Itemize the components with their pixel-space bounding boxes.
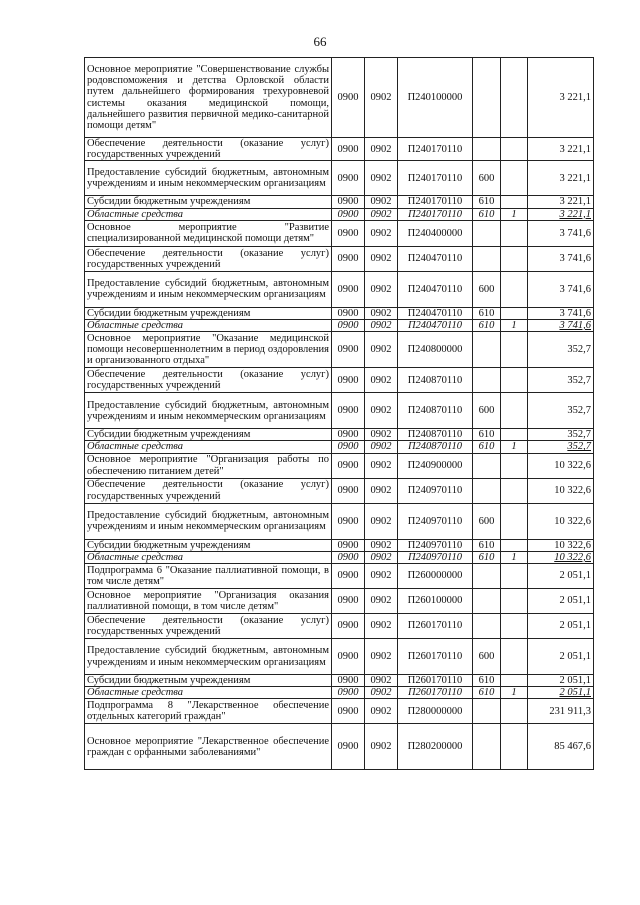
row-amount: 10 322,6 [528,539,594,551]
row-target-code: П240400000 [398,220,473,246]
row-subsection: 0902 [365,724,398,770]
row-amount: 352,7 [528,393,594,429]
row-name: Субсидии бюджетным учреждениям [85,429,332,441]
row-funding-source: 1 [501,320,528,332]
row-subsection: 0902 [365,441,398,453]
row-subsection: 0902 [365,271,398,307]
row-subsection: 0902 [365,307,398,319]
row-subsection: 0902 [365,589,398,614]
row-name: Обеспечение деятельности (оказание услуг) государственных учреждений [85,368,332,393]
row-target-code: П240970110 [398,478,473,503]
table-row [85,724,594,770]
row-target-code: П240870110 [398,393,473,429]
page-number: 66 [313,34,327,49]
row-target-code: П240970110 [398,539,473,551]
row-expense-type [473,589,501,614]
row-subsection: 0902 [365,539,398,551]
table-row [85,271,594,307]
row-section: 0900 [332,478,365,503]
row-amount: 85 467,6 [528,724,594,770]
table-row [85,564,594,589]
row-funding-source [501,246,528,271]
row-section: 0900 [332,551,365,563]
table-row [85,589,594,614]
row-expense-type: 610 [473,539,501,551]
row-section: 0900 [332,429,365,441]
row-section: 0900 [332,564,365,589]
row-name: Основное мероприятие "Совершенствование службы родовспоможения и детства Орловской области путем дальнейшего формирования трехуровневой системы оказания медицинской помощи, дальнейшего развития первичной медико-санитарной помощи детям" [85,58,332,138]
row-section: 0900 [332,307,365,319]
table-row [85,196,594,208]
row-amount: 3 741,6 [528,271,594,307]
row-funding-source [501,271,528,307]
row-target-code: П240870110 [398,429,473,441]
row-amount: 3 221,1 [528,58,594,138]
budget-table [84,57,594,770]
row-expense-type: 600 [473,161,501,196]
row-target-code: П240970110 [398,503,473,539]
row-subsection: 0902 [365,687,398,699]
row-section: 0900 [332,58,365,138]
row-name: Областные средства [85,320,332,332]
row-subsection: 0902 [365,208,398,220]
row-amount: 3 221,1 [528,138,594,161]
row-subsection: 0902 [365,453,398,478]
row-expense-type [473,699,501,724]
row-name: Основное мероприятие "Развитие специализированной медицинской помощи детям" [85,220,332,246]
table-row [85,368,594,393]
table-row [85,429,594,441]
row-amount: 3 221,1 [528,161,594,196]
row-subsection: 0902 [365,551,398,563]
row-section: 0900 [332,614,365,639]
table-body [85,58,594,770]
row-target-code: П260100000 [398,589,473,614]
row-expense-type [473,138,501,161]
table-row [85,551,594,563]
table-row [85,320,594,332]
table-row [85,478,594,503]
row-expense-type [473,453,501,478]
row-target-code: П240970110 [398,551,473,563]
row-amount: 2 051,1 [528,687,594,699]
row-section: 0900 [332,724,365,770]
row-section: 0900 [332,699,365,724]
row-target-code: П240170110 [398,208,473,220]
row-target-code: П260170110 [398,687,473,699]
row-subsection: 0902 [365,220,398,246]
table-row [85,208,594,220]
table-row [85,246,594,271]
row-section: 0900 [332,320,365,332]
row-name: Областные средства [85,551,332,563]
table-row [85,307,594,319]
table-row [85,441,594,453]
row-target-code: П280200000 [398,724,473,770]
row-amount: 10 322,6 [528,551,594,563]
row-amount: 3 741,6 [528,307,594,319]
row-name: Подпрограмма 8 "Лекарственное обеспечение отдельных категорий граждан" [85,699,332,724]
row-subsection: 0902 [365,614,398,639]
row-amount: 352,7 [528,429,594,441]
row-target-code: П260000000 [398,564,473,589]
row-expense-type [473,724,501,770]
row-expense-type [473,332,501,368]
row-funding-source [501,564,528,589]
row-section: 0900 [332,503,365,539]
row-amount: 352,7 [528,368,594,393]
row-name: Обеспечение деятельности (оказание услуг) государственных учреждений [85,478,332,503]
table-row [85,393,594,429]
row-target-code: П240870110 [398,441,473,453]
row-subsection: 0902 [365,675,398,687]
row-target-code: П240170110 [398,161,473,196]
row-amount: 352,7 [528,441,594,453]
row-section: 0900 [332,453,365,478]
row-target-code: П240470110 [398,271,473,307]
row-name: Предоставление субсидий бюджетным, автономным учреждениям и иным некоммерческим организациям [85,271,332,307]
row-funding-source [501,393,528,429]
row-expense-type: 610 [473,441,501,453]
row-amount: 3 741,6 [528,246,594,271]
row-amount: 10 322,6 [528,503,594,539]
row-funding-source [501,478,528,503]
row-expense-type: 600 [473,639,501,675]
row-amount: 3 221,1 [528,208,594,220]
row-section: 0900 [332,208,365,220]
row-funding-source [501,307,528,319]
row-target-code: П260170110 [398,639,473,675]
row-name: Основное мероприятие "Организация работы по обеспечению питанием детей" [85,453,332,478]
row-funding-source [501,724,528,770]
row-expense-type: 610 [473,675,501,687]
row-funding-source [501,453,528,478]
row-name: Основное мероприятие "Организация оказания паллиативной помощи, в том числе детям" [85,589,332,614]
row-subsection: 0902 [365,320,398,332]
row-target-code: П240470110 [398,320,473,332]
row-funding-source [501,539,528,551]
row-expense-type: 610 [473,307,501,319]
row-name: Обеспечение деятельности (оказание услуг) государственных учреждений [85,138,332,161]
row-subsection: 0902 [365,196,398,208]
table-row [85,161,594,196]
row-expense-type: 600 [473,271,501,307]
row-expense-type [473,614,501,639]
row-subsection: 0902 [365,699,398,724]
row-expense-type [473,478,501,503]
row-amount: 2 051,1 [528,589,594,614]
row-name: Обеспечение деятельности (оказание услуг) государственных учреждений [85,246,332,271]
row-target-code: П240870110 [398,368,473,393]
row-expense-type [473,58,501,138]
row-name: Областные средства [85,208,332,220]
row-section: 0900 [332,138,365,161]
row-name: Основное мероприятие "Оказание медицинской помощи несовершеннолетним в период оздоровления и организованного отдыха" [85,332,332,368]
table-row [85,332,594,368]
row-amount: 3 741,6 [528,320,594,332]
row-funding-source: 1 [501,208,528,220]
row-section: 0900 [332,639,365,675]
row-funding-source: 1 [501,687,528,699]
row-section: 0900 [332,441,365,453]
row-subsection: 0902 [365,332,398,368]
row-expense-type: 610 [473,429,501,441]
table-row [85,503,594,539]
row-target-code: П240900000 [398,453,473,478]
row-name: Областные средства [85,687,332,699]
row-section: 0900 [332,332,365,368]
row-expense-type [473,564,501,589]
row-expense-type: 610 [473,208,501,220]
row-section: 0900 [332,368,365,393]
row-expense-type: 610 [473,320,501,332]
row-funding-source [501,675,528,687]
row-section: 0900 [332,196,365,208]
row-name: Субсидии бюджетным учреждениям [85,539,332,551]
row-section: 0900 [332,161,365,196]
row-section: 0900 [332,687,365,699]
row-funding-source [501,220,528,246]
row-funding-source: 1 [501,551,528,563]
row-subsection: 0902 [365,58,398,138]
row-section: 0900 [332,589,365,614]
row-funding-source [501,614,528,639]
row-amount: 10 322,6 [528,453,594,478]
row-amount: 3 221,1 [528,196,594,208]
table-row [85,639,594,675]
row-name: Предоставление субсидий бюджетным, автономным учреждениям и иным некоммерческим организациям [85,393,332,429]
row-amount: 2 051,1 [528,639,594,675]
row-subsection: 0902 [365,138,398,161]
row-expense-type: 600 [473,393,501,429]
row-name: Субсидии бюджетным учреждениям [85,196,332,208]
row-subsection: 0902 [365,564,398,589]
row-amount: 2 051,1 [528,564,594,589]
row-target-code: П240800000 [398,332,473,368]
row-funding-source [501,161,528,196]
row-target-code: П240170110 [398,138,473,161]
row-name: Предоставление субсидий бюджетным, автономным учреждениям и иным некоммерческим организациям [85,503,332,539]
table-row [85,687,594,699]
row-amount: 231 911,3 [528,699,594,724]
row-target-code: П240170110 [398,196,473,208]
row-amount: 10 322,6 [528,478,594,503]
row-subsection: 0902 [365,161,398,196]
row-funding-source [501,639,528,675]
row-funding-source [501,138,528,161]
row-expense-type: 610 [473,196,501,208]
row-funding-source [501,58,528,138]
row-expense-type [473,220,501,246]
row-amount: 2 051,1 [528,614,594,639]
row-subsection: 0902 [365,478,398,503]
table-row [85,539,594,551]
row-name: Субсидии бюджетным учреждениям [85,675,332,687]
table-row [85,138,594,161]
row-expense-type: 610 [473,687,501,699]
row-target-code: П260170110 [398,675,473,687]
row-name: Предоставление субсидий бюджетным, автономным учреждениям и иным некоммерческим организациям [85,639,332,675]
row-section: 0900 [332,393,365,429]
row-section: 0900 [332,271,365,307]
row-target-code: П240470110 [398,307,473,319]
row-subsection: 0902 [365,639,398,675]
row-funding-source [501,368,528,393]
row-target-code: П240470110 [398,246,473,271]
row-name: Подпрограмма 6 "Оказание паллиативной помощи, в том числе детям" [85,564,332,589]
row-subsection: 0902 [365,368,398,393]
row-target-code: П240100000 [398,58,473,138]
row-amount: 3 741,6 [528,220,594,246]
table-row [85,453,594,478]
row-funding-source [501,589,528,614]
row-target-code: П280000000 [398,699,473,724]
row-target-code: П260170110 [398,614,473,639]
table-row [85,699,594,724]
row-subsection: 0902 [365,246,398,271]
row-section: 0900 [332,246,365,271]
row-name: Обеспечение деятельности (оказание услуг) государственных учреждений [85,614,332,639]
row-subsection: 0902 [365,393,398,429]
row-expense-type [473,246,501,271]
row-amount: 352,7 [528,332,594,368]
row-funding-source: 1 [501,441,528,453]
row-expense-type [473,368,501,393]
table-row [85,220,594,246]
row-section: 0900 [332,220,365,246]
row-expense-type: 610 [473,551,501,563]
row-amount: 2 051,1 [528,675,594,687]
table-row [85,675,594,687]
row-subsection: 0902 [365,429,398,441]
row-subsection: 0902 [365,503,398,539]
row-expense-type: 600 [473,503,501,539]
row-name: Предоставление субсидий бюджетным, автономным учреждениям и иным некоммерческим организациям [85,161,332,196]
table-row [85,614,594,639]
row-section: 0900 [332,675,365,687]
row-funding-source [501,196,528,208]
row-funding-source [501,332,528,368]
row-name: Основное мероприятие "Лекарственное обеспечение граждан с орфанными заболеваниями" [85,724,332,770]
row-funding-source [501,503,528,539]
table-row [85,58,594,138]
row-funding-source [501,429,528,441]
row-name: Областные средства [85,441,332,453]
row-section: 0900 [332,539,365,551]
row-funding-source [501,699,528,724]
row-name: Субсидии бюджетным учреждениям [85,307,332,319]
